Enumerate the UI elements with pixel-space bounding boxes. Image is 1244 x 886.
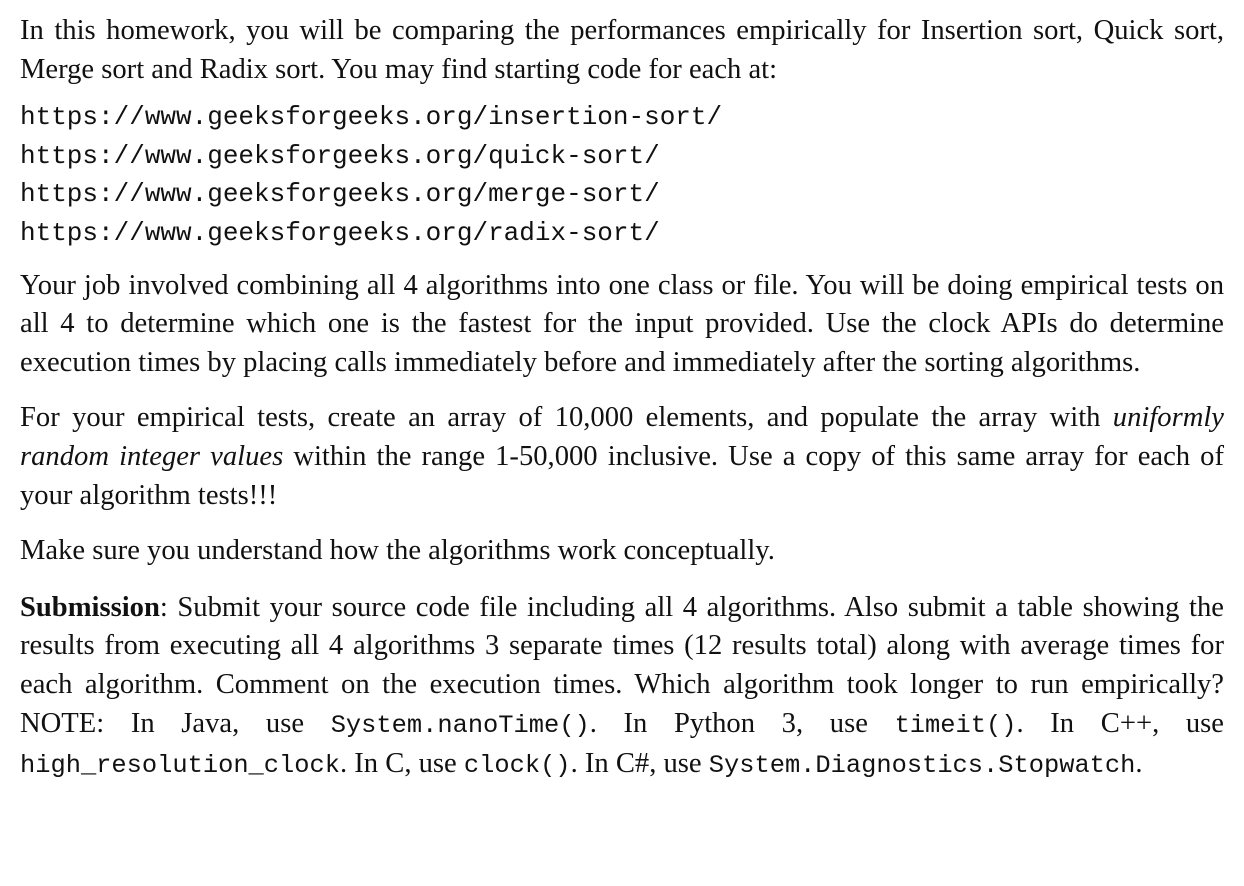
- code-python: timeit(): [894, 710, 1017, 740]
- tests-text-before: For your empirical tests, create an array of 10,000 elements, and populate the array with: [20, 402, 1113, 434]
- submission-text-6: .: [1135, 748, 1143, 780]
- understand-paragraph: Make sure you understand how the algorithms work conceptually.: [20, 535, 775, 567]
- url-quick-sort[interactable]: https://www.geeksforgeeks.org/quick-sort/: [20, 140, 660, 171]
- code-csharp: System.Diagnostics.Stopwatch: [708, 751, 1136, 781]
- code-java: System.nanoTime(): [330, 710, 590, 740]
- url-merge-sort[interactable]: https://www.geeksforgeeks.org/merge-sort/: [20, 179, 660, 210]
- submission-paragraph: [20, 589, 1224, 786]
- tests-paragraph: [20, 399, 1224, 515]
- url-radix-sort[interactable]: https://www.geeksforgeeks.org/radix-sort/: [20, 217, 660, 248]
- submission-text-4: . In C, use: [339, 748, 464, 780]
- submission-text-1: : Submit your source code file including all 4 algorithms. Also submit a table showing the results from executing all 4 algorithms 3 separate times (12 results total) along with average times for each algorithm. Comment on the execution times. Which algorithm took longer to run empirically? NOTE: In Java, use: [20, 591, 1224, 739]
- job-paragraph: Your job involved combining all 4 algorithms into one class or file. You will be doing empirical tests on all 4 to determine which one is the fastest for the input provided. Use the clock APIs do determine execution times by placing calls immediately before and immediately after the sorting algorithms.: [20, 269, 1224, 378]
- tests-italic-phrase: uniformly random integer values: [20, 402, 1224, 472]
- submission-text-2: . In Python 3, use: [589, 707, 895, 739]
- code-cpp: high_resolution_clock: [20, 751, 340, 781]
- url-list: [20, 98, 1224, 252]
- tests-text-after: within the range 1-50,000 inclusive. Use a copy of this same array for each of your algorithm tests!!!: [20, 440, 1224, 511]
- submission-label: Submission: [20, 591, 160, 623]
- submission-text-3: . In C++, use: [1016, 707, 1224, 739]
- url-insertion-sort[interactable]: https://www.geeksforgeeks.org/insertion-sort/: [20, 102, 723, 133]
- code-c: clock(): [463, 751, 571, 781]
- intro-paragraph: In this homework, you will be comparing the performances empirically for Insertion sort, Quick sort, Merge sort and Radix sort. You may find starting code for each at:: [20, 15, 1224, 85]
- submission-text-5: . In C#, use: [570, 748, 709, 780]
